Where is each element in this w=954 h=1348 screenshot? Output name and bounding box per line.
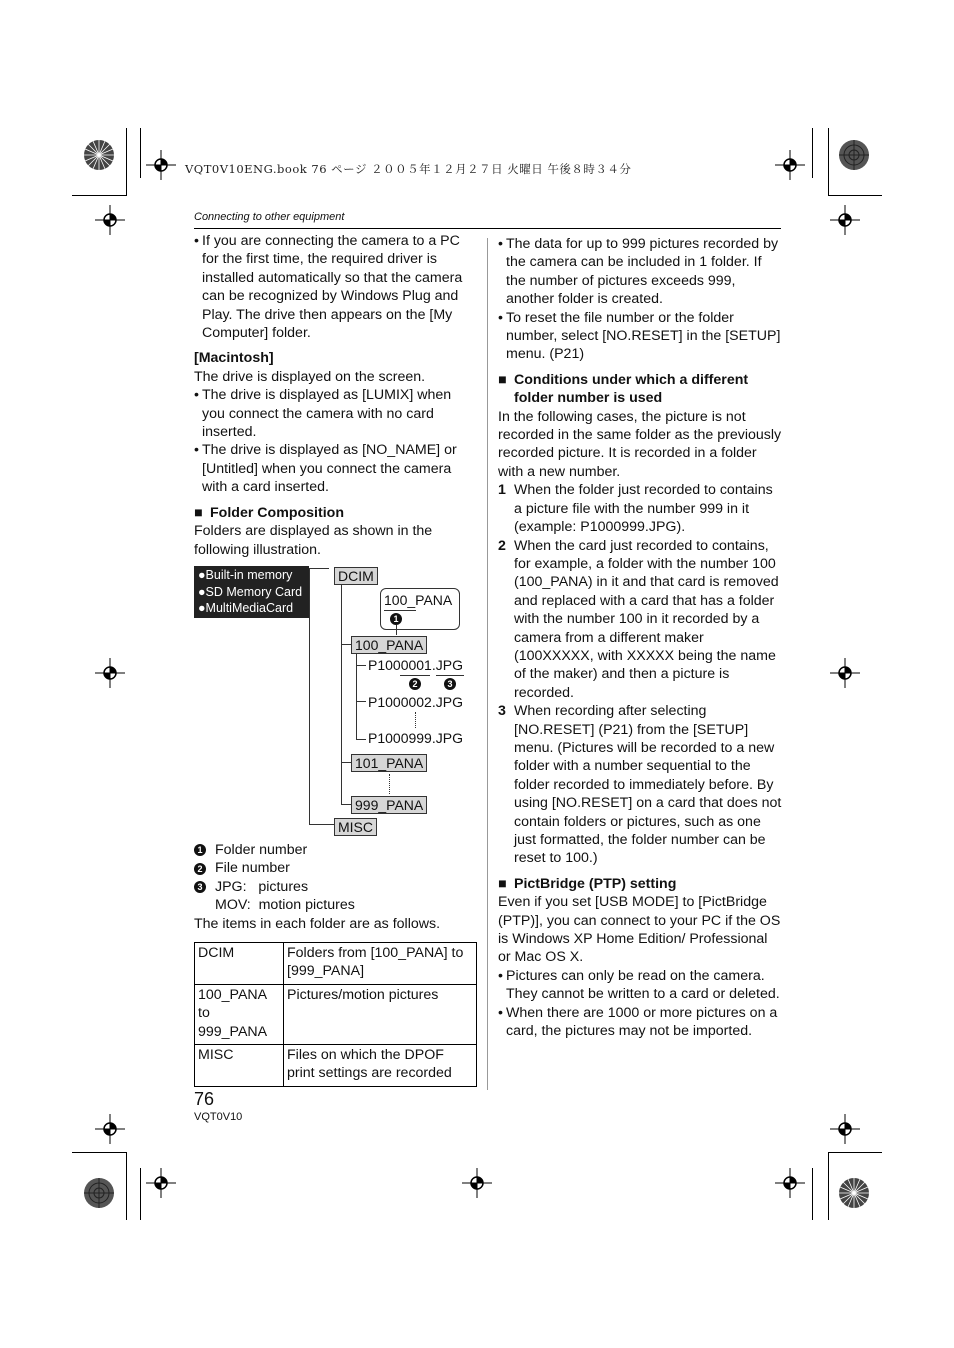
marker-1-icon: 1 xyxy=(194,844,206,856)
table-cell: 100_PANA to 999_PANA xyxy=(195,984,284,1044)
subheading-macintosh: [Macintosh] xyxy=(194,350,274,367)
left-column xyxy=(194,232,477,559)
legend-item: MOV: motion pictures xyxy=(215,897,355,914)
registration-wheel-icon xyxy=(838,139,870,171)
paragraph: In the following cases, the picture is not recorded in the same folder as the previously recorded picture. It is recorded in a folder with a new number. xyxy=(498,408,782,480)
square-bullet-icon: ■ xyxy=(498,875,507,892)
bullet-icon: • xyxy=(498,967,503,984)
bullet-item: • The data for up to 999 pictures recorded by the camera can be included in 1 folder. If the number of pictures exceeds 999, another folder is created. xyxy=(498,236,779,308)
crosshair-target-icon xyxy=(146,1168,176,1198)
table-cell: Files on which the DPOF print settings are recorded xyxy=(284,1045,477,1087)
heading-conditions: ■ Conditions under which a different folder number is used xyxy=(498,371,749,407)
heading-folder-composition: ■ Folder Composition xyxy=(194,504,344,521)
legend-item: 3 JPG: pictures xyxy=(194,878,477,896)
folder-misc: MISC xyxy=(334,818,377,836)
bullet-item: • To reset the file number or the folder number, select [NO.RESET] in the [SETUP] menu. (P21) xyxy=(498,309,781,363)
file-name: P1000999.JPG xyxy=(368,730,463,746)
table-cell: MISC xyxy=(195,1045,284,1087)
page-number: 76 xyxy=(194,1089,215,1109)
crosshair-target-icon xyxy=(95,658,125,688)
heading-pictbridge: ■ PictBridge (PTP) setting xyxy=(498,875,677,892)
bullet-item: • When there are 1000 or more pictures on a card, the pictures may not be imported. xyxy=(498,1004,778,1040)
bullet-icon: • xyxy=(498,236,503,252)
bullet-item: • The drive is displayed as [NO_NAME] or [Untitled] when you connect the camera with a card inserted. xyxy=(194,442,457,496)
paragraph: Folders are displayed as shown in the following illustration. xyxy=(194,523,433,558)
right-column xyxy=(498,235,782,1040)
folder-items-table xyxy=(194,942,477,1087)
header-rule xyxy=(194,228,781,229)
crosshair-target-icon xyxy=(830,658,860,688)
legend-item: 2 File number xyxy=(194,859,477,877)
folder-dcim: DCIM xyxy=(334,567,378,585)
bullet-item: • The drive is displayed as [LUMIX] when you connect the camera with no card inserted. xyxy=(194,387,452,441)
registration-wheel-icon xyxy=(83,1177,115,1209)
model-code: VQT0V10 xyxy=(194,1111,243,1123)
crosshair-target-icon xyxy=(146,150,176,180)
bullet-icon: • xyxy=(498,1004,503,1021)
folder-100-pana: 100_PANA xyxy=(351,636,427,654)
numbered-item: 2 When the card just recorded to contains, for example, a folder with the number 100 (100_PANA) in it and that card is removed and replaced with a card that has a folder with the number 100 in it recorded by a camera from a different maker (100XXXXX, with XXXXX being the name of the maker) and then a picture is recorded. xyxy=(498,537,779,701)
folder-101-pana: 101_PANA xyxy=(351,754,427,772)
column-divider xyxy=(487,238,488,1090)
bullet-icon: • xyxy=(194,233,199,249)
marker-3-icon: 3 xyxy=(444,678,456,690)
section-label: Connecting to other equipment xyxy=(194,211,345,223)
print-info-header: VQT0V10ENG.book 76 ページ ２００５年１２月２７日 火曜日 午後８時３４分 xyxy=(185,162,632,176)
marker-3-icon: 3 xyxy=(194,881,206,893)
marker-1-icon: 1 xyxy=(390,613,402,625)
table-cell: Folders from [100_PANA] to [999_PANA] xyxy=(284,943,477,985)
folder-999-pana: 999_PANA xyxy=(351,796,427,814)
crosshair-target-icon xyxy=(95,205,125,235)
crosshair-target-icon xyxy=(462,1168,492,1198)
registration-wheel-icon xyxy=(83,139,115,171)
diagram-legend xyxy=(194,841,477,933)
registration-wheel-icon xyxy=(838,1177,870,1209)
bullet-item: • If you are connecting the camera to a PC for the first time, the required driver is installed automatically so that the camera can be recognized by Windows Plug and Play. The drive then appears on the [My Computer] folder. xyxy=(194,233,463,342)
crosshair-target-icon xyxy=(775,150,805,180)
numbered-item: 3 When recording after selecting [NO.RESET] (P21) from the [SETUP] menu. (Pictures will be recorded to a new folder with a number sequential to the folder recorded to immediately before. By using [NO.RESET] on a card that does not contain folders or pictures, such as one just formatted, the folder number can be reset to 100.) xyxy=(498,703,782,867)
table-cell: DCIM xyxy=(195,943,284,985)
bullet-icon: • xyxy=(194,387,199,404)
table-row xyxy=(195,1045,477,1087)
crosshair-target-icon xyxy=(775,1168,805,1198)
crosshair-target-icon xyxy=(95,1114,125,1144)
table-row xyxy=(195,943,477,985)
file-name: P1000001.JPG xyxy=(368,657,463,673)
square-bullet-icon: ■ xyxy=(498,371,507,388)
folder-diagram: ●Built-in memory ●SD Memory Card ●MultiMediaCard DCIM MISC 100_PANA 1 100_PANA P1000001.JPG 2 3 P1000002.JPG P1000999.JPG 101_PANA 999_PANA xyxy=(194,564,484,840)
legend-item: 1 Folder number xyxy=(194,841,477,859)
table-cell: Pictures/motion pictures xyxy=(284,984,477,1044)
paragraph: The items in each folder are as follows. xyxy=(194,915,441,932)
bullet-icon: • xyxy=(194,442,199,459)
square-bullet-icon: ■ xyxy=(194,504,203,521)
marker-2-icon: 2 xyxy=(409,678,421,690)
paragraph: The drive is displayed on the screen. xyxy=(194,368,426,385)
file-name: P1000002.JPG xyxy=(368,694,463,710)
crosshair-target-icon xyxy=(830,1114,860,1144)
bullet-item: • Pictures can only be read on the camera. They cannot be written to a card or deleted. xyxy=(498,967,780,1003)
paragraph: Even if you set [USB MODE] to [PictBridge (PTP)], you can connect to your PC if the OS is Windows XP Home Edition/ Professional or Mac OS X. xyxy=(498,894,781,966)
marker-2-icon: 2 xyxy=(194,863,206,875)
memory-type-box: ●Built-in memory ●SD Memory Card ●MultiMediaCard xyxy=(194,566,309,618)
table-row xyxy=(195,984,477,1044)
bullet-icon: • xyxy=(498,309,503,326)
numbered-item: 1 When the folder just recorded to contains a picture file with the number 999 in it (example: P1000999.JPG). xyxy=(498,482,773,536)
crosshair-target-icon xyxy=(830,205,860,235)
